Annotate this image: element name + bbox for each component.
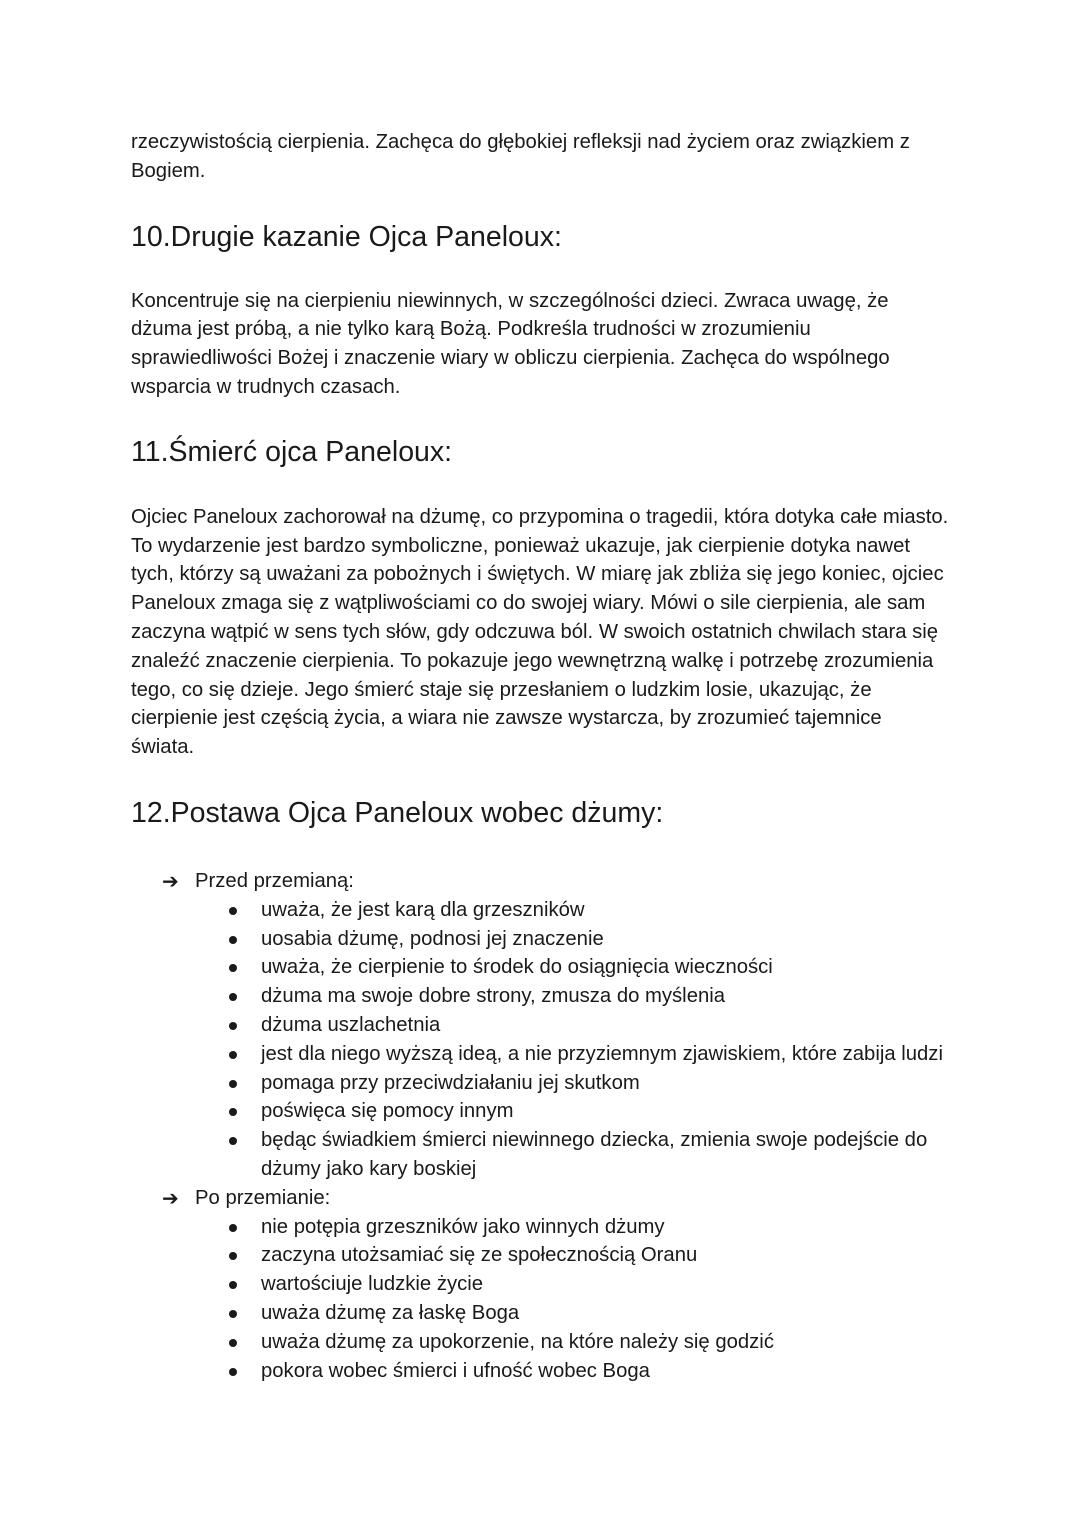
bullet-icon [229,907,237,915]
list-item [131,1299,950,1328]
list-item [131,953,950,982]
section-heading-12: 12.Postawa Ojca Paneloux wobec dżumy: [131,796,664,829]
bullet-icon [229,1252,237,1260]
group-label: Po przemianie: [195,1186,331,1209]
bullet-icon [229,1224,237,1232]
bullet-icon [229,1108,237,1116]
list-item-text: uważa dżumę za łaskę Boga [261,1301,520,1324]
list-item-text: będąc świadkiem śmierci niewinnego dziecka, zmienia swoje podejście do dżumy jako kary boskiej [261,1129,928,1180]
section-heading-11: 11.Śmierć ojca Paneloux: [131,435,453,468]
intro-paragraph: rzeczywistością cierpienia. Zachęca do głębokiej refleksji nad życiem oraz związkiem z Bogiem. [131,131,910,182]
arrow-right-icon: ➔ [162,868,179,893]
group-before [131,867,950,1184]
bullet-icon [229,993,237,1001]
section-paragraph-10: Koncentruje się na cierpieniu niewinnych, w szczególności dzieci. Zwraca uwagę, że dżuma jest próbą, a nie tylko karą Bożą. Podkreśla trudności w zrozumieniu sprawiedliwości Bożej i znaczenie wiary w obliczu cierpienia. Zachęca do wspólnego wsparcia w trudnych czasach. [131,289,890,398]
bullet-list-before [195,896,950,1184]
list-item [131,1040,950,1069]
list-item [131,982,950,1011]
list-item-text: poświęca się pomocy innym [261,1100,514,1123]
list-item-text: dżuma ma swoje dobre strony, zmusza do myślenia [261,985,726,1008]
list-item-text: uważa dżumę za upokorzenie, na które należy się godzić [261,1330,774,1353]
list-item [131,1357,950,1386]
group-after [131,1184,950,1386]
list-item [131,1270,950,1299]
list-item [131,1126,950,1184]
list-item [131,1213,950,1242]
list-item [131,1069,950,1098]
bullet-icon [229,1080,237,1088]
bullet-list-after [195,1213,950,1386]
list-item [131,1328,950,1357]
list-item-text: pomaga przy przeciwdziałaniu jej skutkom [261,1071,640,1094]
bullet-icon [229,1051,237,1059]
bullet-icon [229,1022,237,1030]
list-item-text: dżuma uszlachetnia [261,1013,441,1036]
arrow-right-icon: ➔ [162,1185,179,1210]
bullet-icon [229,1339,237,1347]
list-item [131,1097,950,1126]
group-label: Przed przemianą: [195,869,354,892]
list-item-text: wartościuje ludzkie życie [261,1273,484,1296]
list-item [131,1241,950,1270]
bullet-icon [229,964,237,972]
section-paragraph-11: Ojciec Paneloux zachorował na dżumę, co przypomina o tragedii, która dotyka całe miasto. To wydarzenie jest bardzo symboliczne, ponieważ ukazuje, jak cierpienie dotyka nawet tych, którzy są uważani za pobożnych i świętych. W miarę jak zbliża się jego koniec, ojciec Paneloux zmaga się z wątpliwościami co do swojej wiary. Mówi o sile cierpienia, ale sam zaczyna wątpić w sens tych słów, gdy odczuwa ból. W swoich ostatnich chwilach stara się znaleźć znaczenie cierpienia. To pokazuje jego wewnętrzną walkę i potrzebę zrozumienia tego, co się dzieje. Jego śmierć staje się przesłaniem o ludzkim losie, ukazując, że cierpienie jest częścią życia, a wiara nie zawsze wystarcza, by zrozumieć tajemnice świata. [131,505,949,759]
attitude-list [131,867,950,1385]
list-item-text: pokora wobec śmierci i ufność wobec Boga [261,1359,650,1382]
list-item-text: nie potępia grzeszników jako winnych dżumy [261,1215,665,1238]
list-item [131,896,950,925]
bullet-icon [229,1368,237,1376]
list-item-text: uważa, że jest karą dla grzeszników [261,898,585,921]
bullet-icon [229,1310,237,1318]
list-item-text: uważa, że cierpienie to środek do osiągnięcia wieczności [261,956,773,979]
list-item-text: zaczyna utożsamiać się ze społecznością Oranu [261,1244,698,1267]
bullet-icon [229,1281,237,1289]
list-item [131,1011,950,1040]
list-item-text: jest dla niego wyższą ideą, a nie przyziemnym zjawiskiem, które zabija ludzi [261,1042,943,1065]
list-item [131,925,950,954]
section-heading-10: 10.Drugie kazanie Ojca Paneloux: [131,220,562,253]
list-item-text: uosabia dżumę, podnosi jej znaczenie [261,927,604,950]
bullet-icon [229,1137,237,1145]
bullet-icon [229,936,237,944]
